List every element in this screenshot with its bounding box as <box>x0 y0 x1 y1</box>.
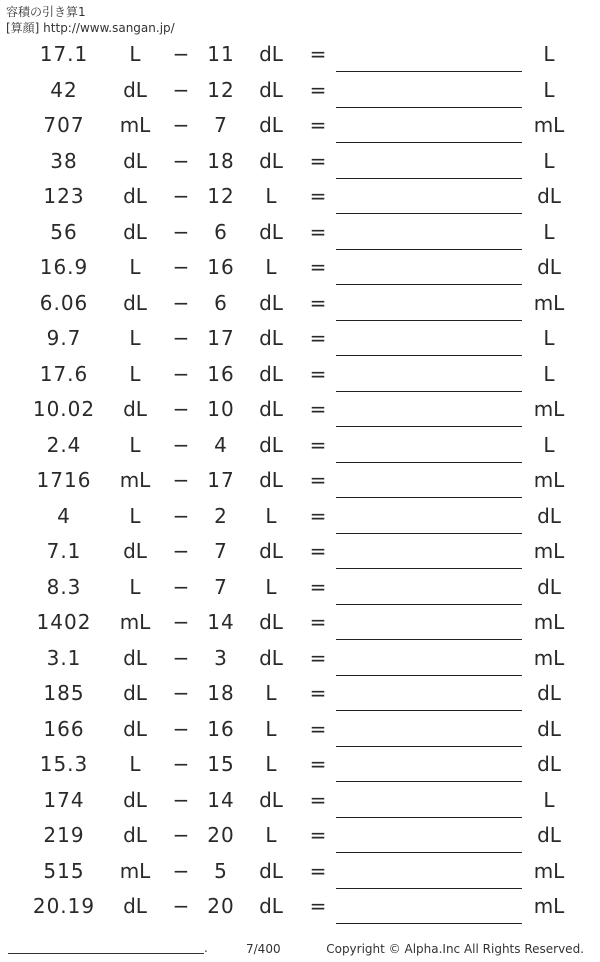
equals-sign: = <box>309 184 327 208</box>
answer-blank[interactable] <box>336 568 522 569</box>
equals-sign: = <box>309 645 327 670</box>
problem-row <box>0 216 600 252</box>
minus-sign: − <box>172 77 190 102</box>
answer-unit: L <box>543 219 555 244</box>
answer-unit: dL <box>537 503 561 528</box>
subtrahend: 2 <box>214 503 228 528</box>
answer-blank[interactable] <box>336 320 522 321</box>
equals-sign: = <box>309 894 327 918</box>
subtrahend-unit: L <box>265 184 277 208</box>
answer-blank[interactable] <box>336 817 522 818</box>
worksheet-title: 容積の引き算1 <box>6 5 86 19</box>
minus-sign: − <box>172 681 190 705</box>
minus-sign: − <box>172 361 190 386</box>
minuend-unit: dL <box>123 397 147 421</box>
problem-row <box>0 606 600 642</box>
answer-blank[interactable] <box>336 710 522 711</box>
subtrahend: 15 <box>207 752 235 776</box>
minus-sign: − <box>172 326 190 350</box>
subtrahend: 16 <box>207 716 235 741</box>
minus-sign: − <box>172 539 190 563</box>
minus-sign: − <box>172 290 190 315</box>
answer-blank[interactable] <box>336 284 522 285</box>
answer-blank[interactable] <box>336 426 522 427</box>
minuend: 20.19 <box>32 894 96 918</box>
problem-row <box>0 429 600 465</box>
answer-unit: dL <box>537 681 561 705</box>
minuend-unit: mL <box>119 468 151 492</box>
minuend: 42 <box>50 77 78 102</box>
minus-sign: − <box>172 787 190 812</box>
minuend-unit: L <box>129 503 141 528</box>
subtrahend: 6 <box>214 219 228 244</box>
subtrahend: 12 <box>207 184 235 208</box>
equals-sign: = <box>309 574 327 599</box>
minuend-unit: mL <box>119 610 151 634</box>
answer-unit: mL <box>533 113 565 137</box>
subtrahend-unit: dL <box>259 148 283 173</box>
problem-row <box>0 145 600 181</box>
answer-unit: mL <box>533 645 565 670</box>
minuend-unit: dL <box>123 823 147 847</box>
page-number: 7/400 <box>246 942 281 956</box>
minus-sign: − <box>172 823 190 847</box>
answer-unit: dL <box>537 574 561 599</box>
minus-sign: − <box>172 574 190 599</box>
problem-row <box>0 393 600 429</box>
name-dot: . <box>204 941 208 955</box>
minus-sign: − <box>172 752 190 776</box>
subtrahend-unit: dL <box>259 787 283 812</box>
minuend-unit: L <box>129 752 141 776</box>
subtrahend: 18 <box>207 681 235 705</box>
answer-blank[interactable] <box>336 249 522 250</box>
worksheet-header <box>6 4 175 36</box>
copyright: Copyright © Alpha.Inc All Rights Reserved. <box>326 942 584 956</box>
subtrahend-unit: dL <box>259 326 283 350</box>
minuend: 3.1 <box>46 645 82 670</box>
problem-row <box>0 784 600 820</box>
answer-blank[interactable] <box>336 391 522 392</box>
name-line[interactable] <box>8 953 204 954</box>
minuend-unit: dL <box>123 219 147 244</box>
minuend: 219 <box>43 823 85 847</box>
minus-sign: − <box>172 148 190 173</box>
equals-sign: = <box>309 503 327 528</box>
subtrahend: 7 <box>214 113 228 137</box>
subtrahend: 12 <box>207 77 235 102</box>
subtrahend: 20 <box>207 894 235 918</box>
subtrahend-unit: dL <box>259 397 283 421</box>
answer-unit: L <box>543 148 555 173</box>
answer-blank[interactable] <box>336 178 522 179</box>
minus-sign: − <box>172 432 190 457</box>
minuend: 56 <box>50 219 78 244</box>
answer-unit: dL <box>537 184 561 208</box>
subtrahend: 4 <box>214 432 228 457</box>
subtrahend: 17 <box>207 468 235 492</box>
problem-row <box>0 713 600 749</box>
equals-sign: = <box>309 716 327 741</box>
problem-row <box>0 464 600 500</box>
problem-row <box>0 74 600 110</box>
minus-sign: − <box>172 184 190 208</box>
equals-sign: = <box>309 787 327 812</box>
minuend: 17.1 <box>39 42 89 66</box>
minuend: 10.02 <box>32 397 96 421</box>
minuend: 707 <box>43 113 85 137</box>
minuend: 2.4 <box>46 432 82 457</box>
answer-unit: mL <box>533 894 565 918</box>
subtrahend-unit: dL <box>259 290 283 315</box>
minuend: 1402 <box>36 610 92 634</box>
minuend: 166 <box>43 716 85 741</box>
equals-sign: = <box>309 752 327 776</box>
subtrahend-unit: dL <box>259 468 283 492</box>
equals-sign: = <box>309 432 327 457</box>
answer-unit: L <box>543 787 555 812</box>
subtrahend: 17 <box>207 326 235 350</box>
minus-sign: − <box>172 858 190 883</box>
site-url: [算顔] http://www.sangan.jp/ <box>6 21 175 35</box>
problem-row <box>0 358 600 394</box>
minuend: 8.3 <box>46 574 82 599</box>
answer-unit: mL <box>533 397 565 421</box>
answer-blank[interactable] <box>336 852 522 853</box>
minuend-unit: dL <box>123 77 147 102</box>
minuend: 123 <box>43 184 85 208</box>
minus-sign: − <box>172 645 190 670</box>
subtrahend-unit: dL <box>259 42 283 66</box>
answer-blank[interactable] <box>336 462 522 463</box>
answer-unit: mL <box>533 539 565 563</box>
problem-row <box>0 500 600 536</box>
subtrahend: 7 <box>214 539 228 563</box>
minuend-unit: dL <box>123 290 147 315</box>
answer-unit: dL <box>537 716 561 741</box>
problem-row <box>0 535 600 571</box>
minuend: 7.1 <box>46 539 82 563</box>
equals-sign: = <box>309 290 327 315</box>
equals-sign: = <box>309 397 327 421</box>
answer-unit: L <box>543 326 555 350</box>
answer-unit: mL <box>533 468 565 492</box>
problem-row <box>0 819 600 855</box>
answer-blank[interactable] <box>336 533 522 534</box>
minuend: 9.7 <box>46 326 82 350</box>
minus-sign: − <box>172 219 190 244</box>
subtrahend: 6 <box>214 290 228 315</box>
problem-row <box>0 180 600 216</box>
answer-unit: mL <box>533 290 565 315</box>
minuend-unit: L <box>129 361 141 386</box>
subtrahend: 11 <box>207 42 235 66</box>
minuend: 4 <box>57 503 71 528</box>
subtrahend-unit: dL <box>259 361 283 386</box>
subtrahend-unit: dL <box>259 645 283 670</box>
subtrahend-unit: L <box>265 255 277 279</box>
minuend-unit: dL <box>123 148 147 173</box>
subtrahend: 18 <box>207 148 235 173</box>
answer-blank[interactable] <box>336 888 522 889</box>
footer <box>0 940 600 962</box>
minuend-unit: mL <box>119 113 151 137</box>
equals-sign: = <box>309 77 327 102</box>
minus-sign: − <box>172 42 190 66</box>
minuend-unit: dL <box>123 645 147 670</box>
answer-unit: L <box>543 77 555 102</box>
minus-sign: − <box>172 716 190 741</box>
minuend: 185 <box>43 681 85 705</box>
equals-sign: = <box>309 468 327 492</box>
subtrahend-unit: L <box>265 681 277 705</box>
minus-sign: − <box>172 255 190 279</box>
answer-unit: L <box>543 361 555 386</box>
subtrahend-unit: dL <box>259 539 283 563</box>
answer-unit: mL <box>533 858 565 883</box>
minuend-unit: dL <box>123 184 147 208</box>
subtrahend-unit: L <box>265 716 277 741</box>
minuend: 1716 <box>36 468 92 492</box>
equals-sign: = <box>309 148 327 173</box>
minuend: 6.06 <box>39 290 89 315</box>
problem-row <box>0 642 600 678</box>
answer-blank[interactable] <box>336 639 522 640</box>
equals-sign: = <box>309 255 327 279</box>
subtrahend-unit: L <box>265 503 277 528</box>
answer-blank[interactable] <box>336 923 522 924</box>
equals-sign: = <box>309 610 327 634</box>
equals-sign: = <box>309 219 327 244</box>
problem-row <box>0 251 600 287</box>
answer-blank[interactable] <box>336 71 522 72</box>
answer-unit: L <box>543 432 555 457</box>
subtrahend: 16 <box>207 255 235 279</box>
answer-unit: dL <box>537 752 561 776</box>
minuend-unit: dL <box>123 681 147 705</box>
minuend-unit: L <box>129 574 141 599</box>
subtrahend-unit: dL <box>259 432 283 457</box>
subtrahend: 14 <box>207 610 235 634</box>
problem-row <box>0 109 600 145</box>
subtrahend: 16 <box>207 361 235 386</box>
problem-list <box>0 38 600 926</box>
subtrahend-unit: dL <box>259 219 283 244</box>
problem-row <box>0 855 600 891</box>
answer-blank[interactable] <box>336 142 522 143</box>
equals-sign: = <box>309 361 327 386</box>
subtrahend-unit: dL <box>259 113 283 137</box>
minuend-unit: L <box>129 42 141 66</box>
minuend: 17.6 <box>39 361 89 386</box>
equals-sign: = <box>309 681 327 705</box>
equals-sign: = <box>309 823 327 847</box>
minus-sign: − <box>172 468 190 492</box>
subtrahend-unit: dL <box>259 858 283 883</box>
problem-row <box>0 748 600 784</box>
subtrahend-unit: L <box>265 823 277 847</box>
answer-blank[interactable] <box>336 781 522 782</box>
minus-sign: − <box>172 397 190 421</box>
answer-blank[interactable] <box>336 213 522 214</box>
answer-blank[interactable] <box>336 497 522 498</box>
minuend: 515 <box>43 858 85 883</box>
minus-sign: − <box>172 894 190 918</box>
answer-unit: dL <box>537 823 561 847</box>
equals-sign: = <box>309 539 327 563</box>
answer-blank[interactable] <box>336 746 522 747</box>
equals-sign: = <box>309 326 327 350</box>
equals-sign: = <box>309 113 327 137</box>
minuend: 174 <box>43 787 85 812</box>
equals-sign: = <box>309 858 327 883</box>
problem-row <box>0 322 600 358</box>
subtrahend: 20 <box>207 823 235 847</box>
minuend: 15.3 <box>39 752 89 776</box>
answer-blank[interactable] <box>336 107 522 108</box>
problem-row <box>0 38 600 74</box>
subtrahend-unit: dL <box>259 894 283 918</box>
minuend: 16.9 <box>39 255 89 279</box>
minus-sign: − <box>172 113 190 137</box>
answer-blank[interactable] <box>336 604 522 605</box>
minuend-unit: dL <box>123 787 147 812</box>
minus-sign: − <box>172 503 190 528</box>
subtrahend: 10 <box>207 397 235 421</box>
minuend-unit: dL <box>123 894 147 918</box>
subtrahend: 7 <box>214 574 228 599</box>
problem-row <box>0 571 600 607</box>
answer-blank[interactable] <box>336 675 522 676</box>
problem-row <box>0 677 600 713</box>
subtrahend-unit: dL <box>259 77 283 102</box>
minuend-unit: dL <box>123 716 147 741</box>
minuend: 38 <box>50 148 78 173</box>
minus-sign: − <box>172 610 190 634</box>
subtrahend: 14 <box>207 787 235 812</box>
problem-row <box>0 890 600 926</box>
subtrahend: 5 <box>214 858 228 883</box>
subtrahend-unit: dL <box>259 610 283 634</box>
answer-unit: dL <box>537 255 561 279</box>
equals-sign: = <box>309 42 327 66</box>
subtrahend-unit: L <box>265 752 277 776</box>
answer-unit: mL <box>533 610 565 634</box>
minuend-unit: L <box>129 255 141 279</box>
minuend-unit: L <box>129 326 141 350</box>
subtrahend: 3 <box>214 645 228 670</box>
minuend-unit: dL <box>123 539 147 563</box>
answer-blank[interactable] <box>336 355 522 356</box>
minuend-unit: mL <box>119 858 151 883</box>
problem-row <box>0 287 600 323</box>
answer-unit: L <box>543 42 555 66</box>
subtrahend-unit: L <box>265 574 277 599</box>
minuend-unit: L <box>129 432 141 457</box>
